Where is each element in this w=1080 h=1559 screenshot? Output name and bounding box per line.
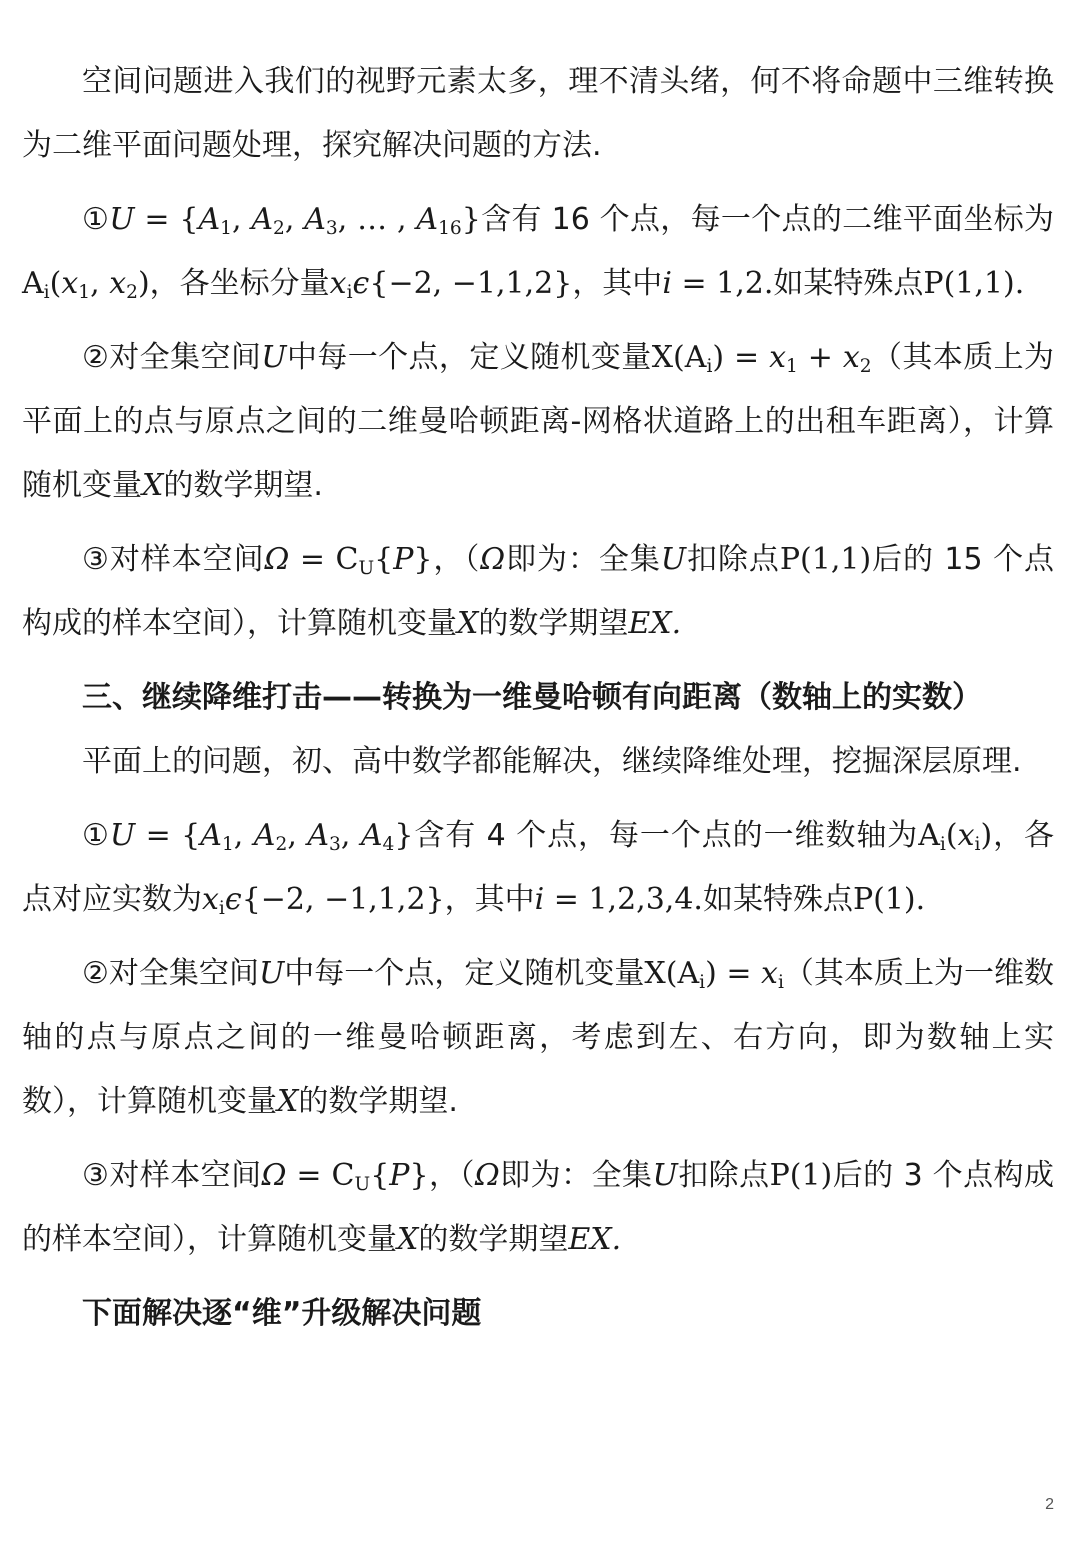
math-segment: A bbox=[304, 202, 326, 237]
math-segment: U bbox=[358, 558, 375, 580]
math-segment: i bbox=[699, 972, 706, 994]
math-segment: EX. bbox=[568, 1222, 622, 1257]
math-segment: i bbox=[43, 282, 50, 304]
math-segment: ) bbox=[137, 266, 150, 301]
paragraph-1d-item-1 bbox=[22, 804, 1054, 932]
text-segment: ① bbox=[82, 202, 110, 237]
math-segment: 16 bbox=[438, 218, 462, 240]
math-segment: U bbox=[109, 202, 135, 237]
text-segment: 即为：全集 bbox=[505, 542, 661, 577]
math-segment: = C bbox=[286, 1158, 355, 1193]
math-segment: ) bbox=[980, 818, 993, 853]
text-segment: 的数学期望. bbox=[298, 1084, 458, 1119]
math-segment: i bbox=[534, 882, 545, 917]
math-segment: A bbox=[198, 202, 221, 237]
math-segment: 1 bbox=[78, 282, 91, 304]
text-segment: 后的 15 个点构成的样本空间），计算随机变量 bbox=[22, 542, 1055, 641]
math-segment: ϵ bbox=[224, 882, 242, 917]
text-segment: 如某特殊点 bbox=[773, 266, 924, 301]
text-segment: ，其中 bbox=[572, 266, 663, 301]
text-segment: 的数学期望. bbox=[163, 468, 323, 503]
text-segment: 含有 4 个点，每一个点的一维数轴为 bbox=[413, 818, 919, 853]
math-segment: ( bbox=[49, 266, 62, 301]
math-segment: = 1,2. bbox=[671, 266, 774, 301]
math-segment: + bbox=[797, 340, 843, 375]
paragraph-1d-item-2 bbox=[22, 942, 1054, 1134]
math-segment: P bbox=[389, 1158, 410, 1193]
math-segment: { bbox=[374, 542, 394, 577]
math-segment: x bbox=[109, 266, 127, 301]
math-segment: A bbox=[360, 818, 383, 853]
math-segment: EX. bbox=[628, 606, 682, 641]
text-segment: 中每一个点，定义随机变量 bbox=[286, 340, 652, 375]
section-heading-3: 三、继续降维打击——转换为一维曼哈顿有向距离（数轴上的实数） bbox=[82, 680, 982, 715]
paragraph-1d-item-3 bbox=[22, 1144, 1054, 1272]
math-segment: } bbox=[413, 542, 433, 577]
math-segment: , bbox=[90, 266, 110, 301]
math-segment: P(1,1). bbox=[923, 266, 1025, 301]
math-segment: 2 bbox=[126, 282, 138, 304]
math-segment: , bbox=[284, 202, 305, 237]
text-segment: 如某特殊点 bbox=[702, 882, 853, 917]
math-segment: 4 bbox=[382, 834, 395, 856]
math-segment: i bbox=[777, 972, 784, 994]
math-segment: , bbox=[340, 818, 361, 853]
math-segment: } bbox=[461, 202, 481, 237]
math-segment: A bbox=[253, 818, 276, 853]
math-segment: {−2, −1,1,2} bbox=[241, 882, 445, 917]
math-segment: , bbox=[233, 818, 254, 853]
math-segment: 2 bbox=[273, 218, 285, 240]
math-segment: = 1,2,3,4. bbox=[544, 882, 703, 917]
math-segment: Ω bbox=[261, 1158, 287, 1193]
math-segment: i bbox=[706, 356, 713, 378]
math-segment: U bbox=[261, 340, 287, 375]
text-segment: ②对全集空间 bbox=[82, 956, 259, 991]
document-body bbox=[22, 50, 1054, 1346]
math-segment: i bbox=[974, 834, 981, 856]
math-segment: ) = bbox=[712, 340, 770, 375]
next-section-heading: 下面解决逐“维”升级解决问题 bbox=[82, 1296, 482, 1331]
math-segment: } bbox=[409, 1158, 429, 1193]
math-segment: i bbox=[939, 834, 946, 856]
math-segment: { bbox=[370, 1158, 390, 1193]
math-segment: X(A bbox=[651, 340, 707, 375]
math-segment: X bbox=[457, 606, 479, 641]
math-segment: 2 bbox=[275, 834, 288, 856]
paragraph-2d-item-1 bbox=[22, 188, 1054, 316]
text-segment: 的数学期望 bbox=[478, 606, 629, 641]
math-segment: Ω bbox=[480, 542, 506, 577]
text-segment: ②对全集空间 bbox=[82, 340, 262, 375]
math-segment: = { bbox=[134, 202, 199, 237]
page-number: 2 bbox=[1045, 1496, 1054, 1513]
text-segment: （其本质上为平面上的点与原点之间的二维曼哈顿距离-网格状道路上的出租车距离），计算随机变量 bbox=[22, 340, 1054, 503]
text-segment: ① bbox=[82, 818, 110, 853]
math-segment: A bbox=[251, 202, 274, 237]
math-segment: U bbox=[258, 956, 285, 991]
math-segment: {−2, −1,1,2} bbox=[369, 266, 573, 301]
math-segment: = C bbox=[289, 542, 359, 577]
math-segment: A bbox=[918, 818, 940, 853]
paragraph-intro-1d: 平面上的问题，初、高中数学都能解决，继续降维处理，挖掘深层原理. bbox=[82, 744, 1022, 779]
math-segment: 3 bbox=[328, 834, 341, 856]
math-segment: } bbox=[394, 818, 414, 853]
text-segment: ③对样本空间 bbox=[82, 542, 265, 577]
math-segment: x bbox=[202, 882, 219, 917]
math-segment: P(1) bbox=[769, 1158, 833, 1193]
paragraph-2d-item-3 bbox=[22, 528, 1054, 656]
text-segment: ，各坐标分量 bbox=[149, 266, 330, 301]
text-segment: ，其中 bbox=[444, 882, 535, 917]
math-segment: , bbox=[231, 202, 252, 237]
math-segment: 1 bbox=[786, 356, 798, 378]
math-segment: U bbox=[660, 542, 687, 577]
math-segment: x bbox=[769, 340, 787, 375]
text-segment: ③对样本空间 bbox=[82, 1158, 262, 1193]
math-segment: x bbox=[329, 266, 347, 301]
text-segment: 即为：全集 bbox=[499, 1158, 653, 1193]
paragraph-2d-item-2 bbox=[22, 326, 1054, 518]
text-segment: 中每一个点，定义随机变量 bbox=[284, 956, 645, 991]
math-segment: = { bbox=[135, 818, 201, 853]
math-segment: i bbox=[662, 266, 672, 301]
math-segment: , bbox=[287, 818, 308, 853]
math-segment: U bbox=[354, 1174, 371, 1196]
text-segment: 后的 3 个点构成的样本空间），计算随机变量 bbox=[22, 1158, 1054, 1257]
math-segment: , … , bbox=[337, 202, 417, 237]
text-segment: ，（ bbox=[432, 542, 481, 577]
text-segment: 的数学期望 bbox=[418, 1222, 569, 1257]
math-segment: Ω bbox=[264, 542, 290, 577]
math-segment: Ω bbox=[474, 1158, 500, 1193]
math-segment: 3 bbox=[325, 218, 338, 240]
math-segment: A bbox=[416, 202, 439, 237]
math-segment: U bbox=[109, 818, 136, 853]
math-segment: ϵ bbox=[352, 266, 370, 301]
math-segment: ) = bbox=[705, 956, 762, 991]
math-segment: x bbox=[842, 340, 860, 375]
text-segment: ，各点对应实数为 bbox=[22, 818, 1055, 917]
math-segment: X bbox=[397, 1222, 419, 1257]
math-segment: x bbox=[61, 266, 79, 301]
paragraph-intro-2d: 空间问题进入我们的视野元素太多，理不清头绪，何不将命题中三维转换为二维平面问题处理，探究解决问题的方法. bbox=[22, 64, 1054, 163]
text-segment: （其本质上为一维数轴的点与原点之间的一维曼哈顿距离，考虑到左、右方向，即为数轴上实数），计算随机变量 bbox=[22, 956, 1054, 1119]
text-segment: 含有 16 个点，每一个点的二维平面坐标为 bbox=[480, 202, 1055, 237]
math-segment: i bbox=[346, 282, 353, 304]
math-segment: P(1). bbox=[852, 882, 926, 917]
text-segment: 扣除点 bbox=[677, 1158, 770, 1193]
text-segment: 扣除点 bbox=[686, 542, 780, 577]
math-segment: X bbox=[277, 1084, 299, 1119]
math-segment: P(1,1) bbox=[779, 542, 872, 577]
math-segment: A bbox=[22, 266, 44, 301]
math-segment: x bbox=[957, 818, 975, 853]
math-segment: ( bbox=[945, 818, 958, 853]
math-segment: i bbox=[218, 898, 225, 920]
math-segment: A bbox=[307, 818, 329, 853]
math-segment: 1 bbox=[220, 218, 232, 240]
text-segment: ，（ bbox=[428, 1158, 475, 1193]
math-segment: X(A bbox=[644, 956, 700, 991]
math-segment: 1 bbox=[221, 834, 234, 856]
math-segment: P bbox=[393, 542, 414, 577]
math-segment: x bbox=[761, 956, 778, 991]
math-segment: X bbox=[142, 468, 164, 503]
math-segment: 2 bbox=[859, 356, 872, 378]
math-segment: A bbox=[200, 818, 222, 853]
math-segment: U bbox=[652, 1158, 678, 1193]
